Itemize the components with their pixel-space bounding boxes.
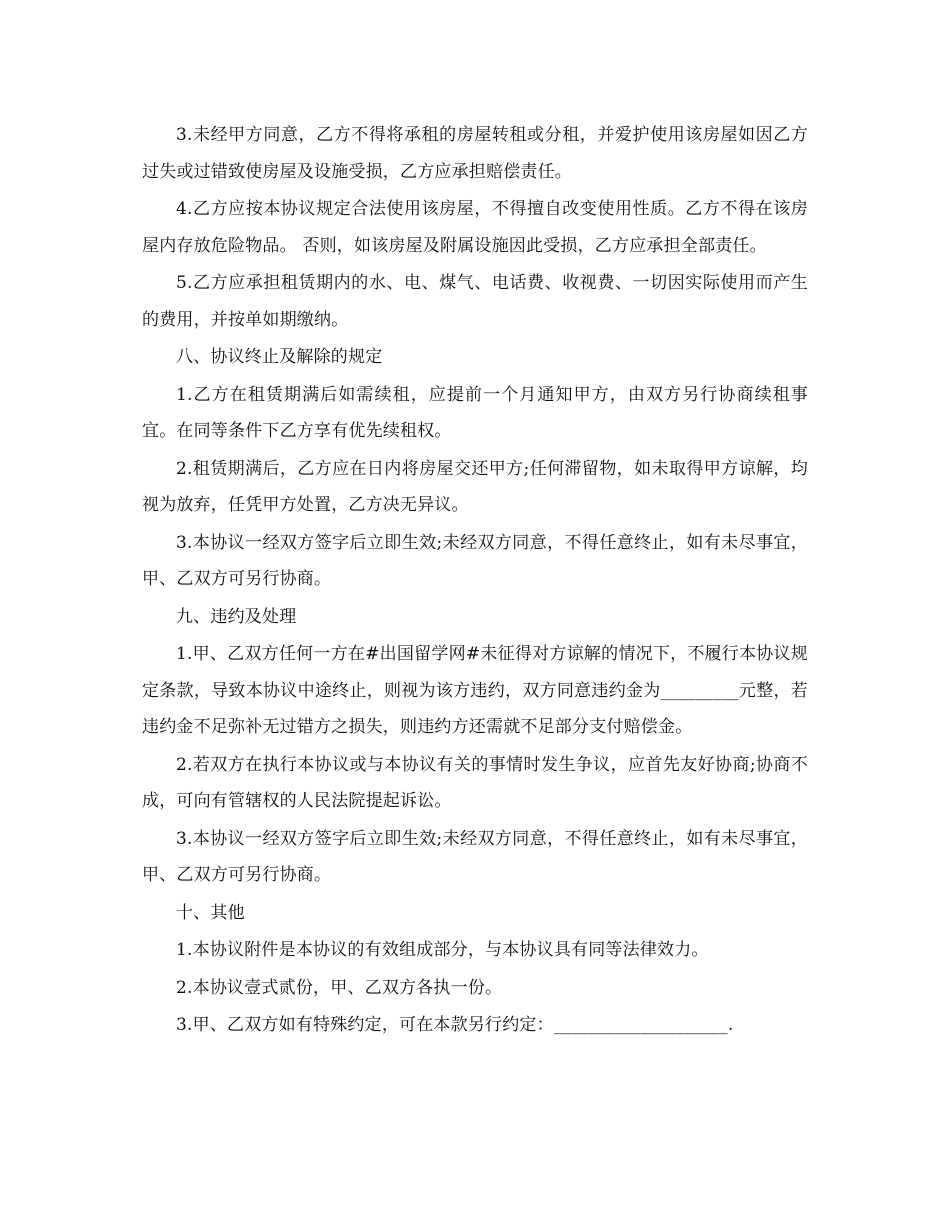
clause-10-2: 2.本协议壹式贰份，甲、乙双方各执一份。 bbox=[176, 977, 503, 998]
clause-9-3: 3.本协议一经双方签字后立即生效;未经双方同意，不得任意终止，如有未尽事宜，甲、乙双方可另行协商。 bbox=[142, 828, 808, 885]
clause-8-3: 3.本协议一经双方签字后立即生效;未经双方同意，不得任意终止，如有未尽事宜，甲、乙双方可另行协商。 bbox=[142, 532, 808, 589]
clause-7-5: 5.乙方应承担租赁期内的水、电、煤气、电话费、收视费、一切因实际使用而产生的费用，并按单如期缴纳。 bbox=[142, 273, 808, 330]
section-heading-8: 八、协议终止及解除的规定 bbox=[176, 347, 383, 367]
clause-7-4: 4.乙方应按本协议规定合法使用该房屋，不得擅自改变使用性质。乙方不得在该房屋内存放危险物品。 否则，如该房屋及附属设施因此受损，乙方应承担全部责任。 bbox=[142, 199, 808, 256]
section-heading-10: 十、其他 bbox=[176, 902, 245, 923]
clause-9-1: 1.甲、乙双方任何一方在#出国留学网#未征得对方谅解的情况下，不履行本协议规定条款，导致本协议中途终止，则视为该方违约，双方同意违约金为_________元整，若违约金不足弥补无过错方之损失，则违约方还需就不足部分支付赔偿金。 bbox=[142, 644, 808, 737]
clause-7-3: 3.未经甲方同意，乙方不得将承租的房屋转租或分租，并爱护使用该房屋如因乙方过失或过错致使房屋及设施受损，乙方应承担赔偿责任。 bbox=[142, 125, 808, 182]
document-page bbox=[142, 117, 808, 1045]
clause-8-1: 1.乙方在租赁期满后如需续租，应提前一个月通知甲方，由双方另行协商续租事宜。在同等条件下乙方享有优先续租权。 bbox=[142, 384, 808, 441]
clause-10-3: 3.甲、乙双方如有特殊约定，可在本款另行约定：____________________. bbox=[176, 1015, 734, 1035]
section-heading-9: 九、违约及处理 bbox=[176, 606, 297, 627]
clause-9-2: 2.若双方在执行本协议或与本协议有关的事情时发生争议，应首先友好协商;协商不成，可向有管辖权的人民法院提起诉讼。 bbox=[142, 754, 808, 811]
clause-10-1: 1.本协议附件是本协议的有效组成部分，与本协议具有同等法律效力。 bbox=[176, 940, 709, 960]
clause-8-2: 2.租赁期满后，乙方应在日内将房屋交还甲方;任何滞留物，如未取得甲方谅解，均视为放弃，任凭甲方处置，乙方决无异议。 bbox=[142, 458, 808, 515]
